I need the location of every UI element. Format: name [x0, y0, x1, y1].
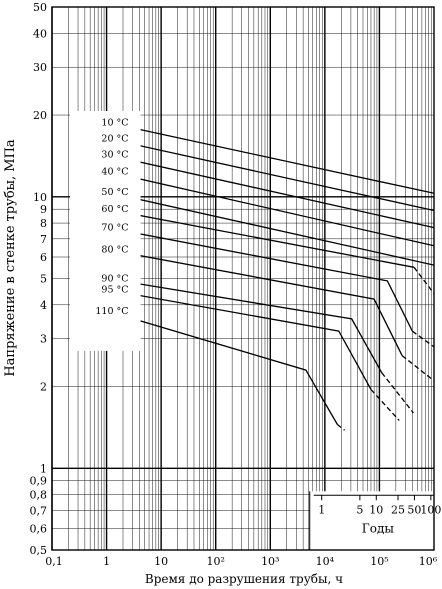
y-tick-label: 7 [40, 232, 47, 246]
years-axis-title: Годы [361, 521, 394, 536]
x-tick-label: 10⁴ [315, 555, 335, 568]
series-label: 70 °C [101, 222, 129, 234]
years-tick-label: 50 [407, 503, 422, 517]
series-line-extrapolated [337, 425, 344, 431]
series-label: 110 °C [95, 305, 129, 317]
y-tick-label: 9 [40, 203, 47, 217]
x-tick-label: 10⁵ [370, 555, 389, 568]
series-label: 40 °C [101, 166, 129, 178]
x-tick-label: 10³ [261, 555, 280, 568]
years-tick-label: 100 [420, 503, 442, 517]
series-label: 90 °C [101, 273, 129, 285]
years-tick-label: 5 [356, 503, 364, 517]
x-axis-tick-labels [45, 555, 438, 568]
x-axis-title: Время до разрушения трубы, ч [144, 572, 344, 586]
y-axis-title: Напряжение в стенке трубы, МПа [3, 139, 18, 377]
y-tick-label: 0,5 [29, 544, 47, 557]
series-line-extrapolated [412, 331, 434, 347]
y-tick-label: 20 [33, 109, 47, 123]
series-line [107, 290, 371, 390]
y-tick-label: 6 [40, 251, 47, 265]
years-tick-label: 25 [391, 503, 406, 517]
y-tick-label: 2 [40, 380, 47, 394]
years-tick-label: 10 [369, 503, 384, 517]
series-line-extrapolated [414, 267, 434, 293]
series-label: 10 °C [101, 117, 129, 129]
years-tick-label: 1 [318, 503, 326, 517]
y-tick-label: 30 [33, 61, 47, 75]
y-tick-label: 0,9 [29, 474, 47, 488]
series-label: 80 °C [101, 244, 129, 256]
y-tick-label: 0,8 [29, 488, 47, 502]
y-tick-label: 10 [33, 190, 47, 204]
x-tick-label: 0,1 [45, 555, 63, 568]
series-line-extrapolated [371, 390, 399, 421]
series-line [107, 311, 338, 425]
y-tick-label: 3 [40, 332, 47, 346]
y-axis-tick-labels [30, 1, 48, 557]
y-tick-label: 1 [40, 462, 47, 476]
y-tick-label: 5 [40, 272, 47, 286]
years-scale-panel [310, 491, 442, 550]
series-label: 95 °C [101, 284, 129, 296]
y-tick-label: 40 [33, 27, 47, 41]
series-label: 60 °C [101, 204, 129, 216]
y-tick-label: 0,7 [29, 504, 47, 518]
y-tick-label: 4 [40, 298, 47, 312]
x-tick-label: 10⁶ [418, 555, 438, 568]
x-tick-label: 10 [154, 555, 169, 568]
y-tick-label: 8 [40, 217, 47, 231]
y-tick-label: 50 [33, 1, 47, 14]
series-labels [70, 111, 141, 351]
series-label: 50 °C [101, 187, 129, 199]
series-line-extrapolated [382, 373, 414, 413]
x-tick-label: 1 [103, 555, 111, 568]
y-tick-label: 0,6 [29, 522, 47, 536]
x-tick-label: 10² [206, 555, 225, 568]
series-line-extrapolated [402, 356, 434, 381]
series-line [107, 228, 413, 332]
series-label: 20 °C [101, 133, 129, 145]
series-label: 30 °C [101, 149, 129, 161]
